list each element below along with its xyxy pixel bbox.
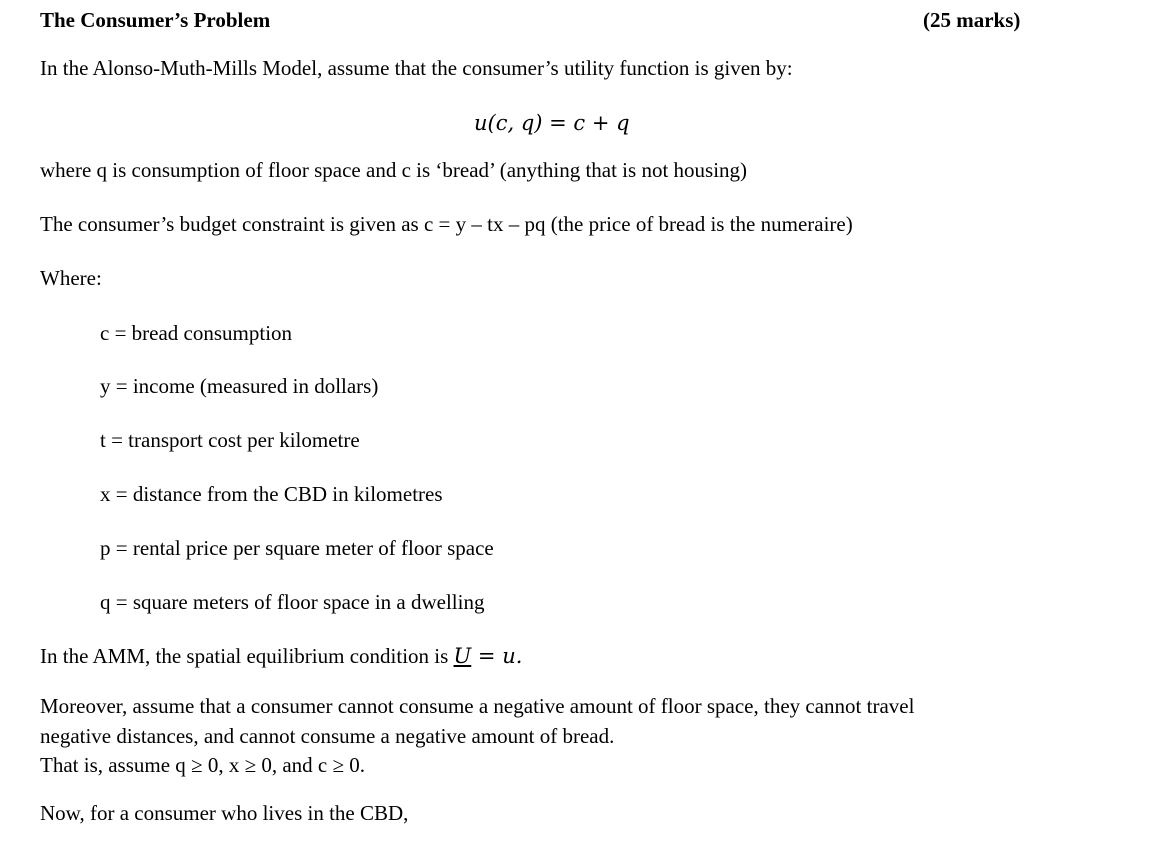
variables-description: where q is consumption of floor space and c is ‘bread’ (anything that is not housing) — [40, 158, 748, 182]
assumption-line: That is, assume q ≥ 0, x ≥ 0, and c ≥ 0. — [40, 753, 366, 777]
equilibrium-math-rest: = u. — [471, 644, 523, 668]
equilibrium-prefix: In the AMM, the spatial equilibrium condition is — [40, 644, 454, 668]
definition-item: p = rental price per square meter of floor space — [100, 536, 494, 560]
section-title: The Consumer’s Problem — [40, 8, 271, 32]
utility-equation: u(c, q) = c + q — [474, 111, 630, 135]
marks-label: (25 marks) — [923, 8, 1021, 32]
definition-item: y = income (measured in dollars) — [100, 374, 379, 398]
definition-item: t = transport cost per kilometre — [100, 428, 360, 452]
equilibrium-condition — [40, 644, 522, 669]
budget-constraint: The consumer’s budget constraint is given as c = y – tx – pq (the price of bread is the numeraire) — [40, 212, 853, 236]
intro-paragraph: In the Alonso-Muth-Mills Model, assume that the consumer’s utility function is given by: — [40, 56, 793, 80]
definition-item: x = distance from the CBD in kilometres — [100, 482, 443, 506]
definition-item: c = bread consumption — [100, 321, 293, 345]
definition-item: q = square meters of floor space in a dwelling — [100, 590, 485, 614]
where-label: Where: — [40, 266, 102, 290]
closing-line: Now, for a consumer who lives in the CBD, — [40, 801, 409, 825]
equilibrium-math-U: U — [453, 644, 472, 668]
assumption-line: Moreover, assume that a consumer cannot consume a negative amount of floor space, they cannot travel — [40, 694, 915, 718]
assumption-line: negative distances, and cannot consume a negative amount of bread. — [40, 724, 615, 748]
